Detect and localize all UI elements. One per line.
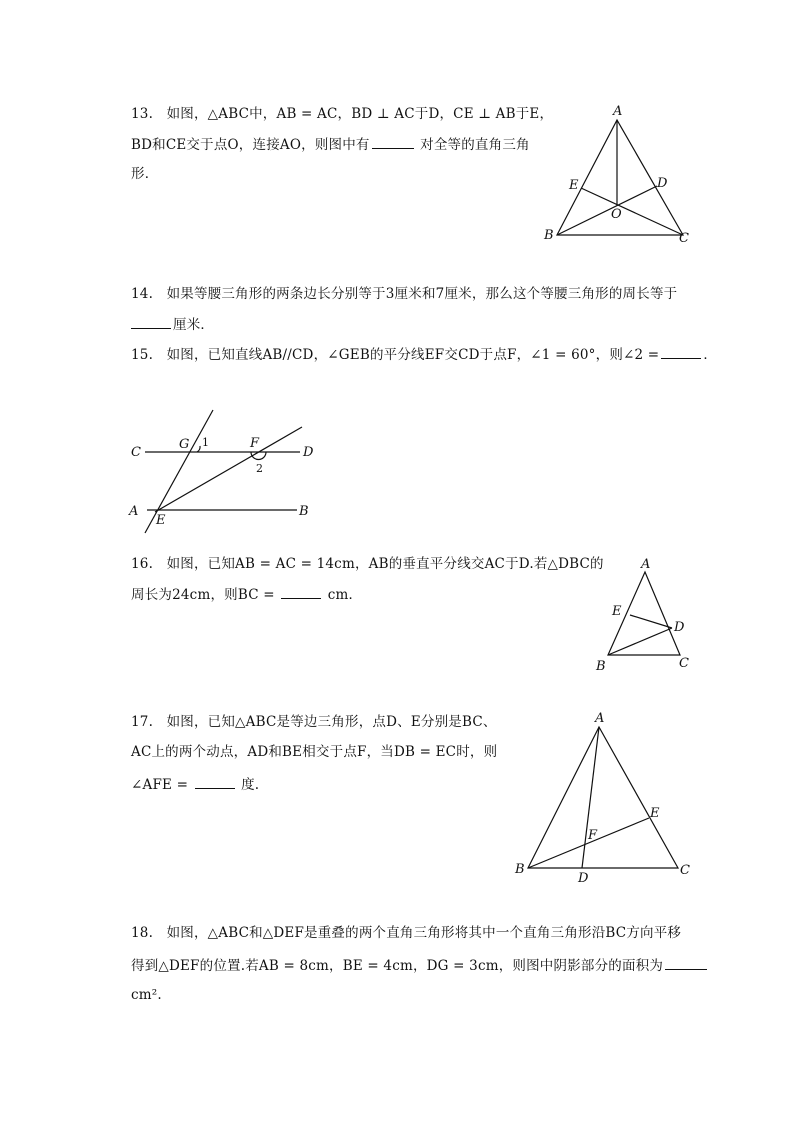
- problem-13-text-1: 如图，△ABC中，AB = AC，BD ⊥ AC于D，CE ⊥ AB于E，: [166, 106, 554, 122]
- fig15-label-c: C: [131, 445, 141, 460]
- answer-blank-18[interactable]: [665, 955, 707, 970]
- segment-be: [528, 818, 649, 868]
- problem-17-text-4: 度.: [241, 777, 260, 793]
- figure-16-triangle: [590, 555, 700, 675]
- fig13-label-o: O: [611, 207, 622, 222]
- problem-13-text-3: 对全等的直角三角: [420, 137, 530, 153]
- problem-17-line-1: [131, 712, 497, 732]
- problem-15-line-1: [131, 344, 717, 365]
- problem-17-text-2: AC上的两个动点，AD和BE相交于点F，当DB = EC时，则: [131, 744, 498, 760]
- fig15-label-b: B: [299, 504, 309, 519]
- problem-16-line-2: [131, 584, 362, 605]
- fig13-label-a: A: [613, 104, 623, 119]
- problem-18-line-1: [131, 923, 681, 943]
- fig13-label-c: C: [679, 231, 689, 246]
- problem-14-text-2: 厘米．: [173, 317, 215, 333]
- fig15-label-1: 1: [202, 436, 209, 449]
- problem-13-line-3: [131, 164, 158, 184]
- segment-ad: [582, 727, 599, 868]
- fig13-label-d: D: [657, 176, 668, 191]
- bisector-ef: [155, 427, 302, 512]
- fig17-label-f: F: [588, 828, 598, 843]
- problem-18-line-2: [131, 955, 709, 976]
- answer-blank-14[interactable]: [131, 314, 171, 329]
- problem-15-text-2: ．: [703, 347, 718, 363]
- fig15-label-a: A: [129, 504, 139, 519]
- fig15-label-e: E: [156, 513, 166, 528]
- figure-15-parallel-lines: [125, 405, 325, 535]
- problem-17-number: 17.: [131, 714, 154, 730]
- problem-15-number: 15.: [131, 347, 154, 363]
- fig15-label-d: D: [303, 445, 314, 460]
- problem-13-text-4: 形．: [131, 166, 159, 182]
- problem-16-line-1: [131, 554, 604, 574]
- segment-bd: [557, 186, 657, 235]
- fig13-label-e: E: [569, 178, 579, 193]
- problem-16-text-2: 周长为24cm，则BC =: [131, 587, 275, 603]
- fig15-label-g: G: [179, 437, 190, 452]
- fig16-label-a: A: [641, 557, 651, 572]
- triangle-abc-outline: [528, 727, 678, 868]
- problem-13-number: 13.: [131, 106, 154, 122]
- segment-ce: [581, 188, 683, 235]
- problem-14-text-1: 如果等腰三角形的两条边长分别等于3厘米和7厘米，那么这个等腰三角形的周长等于: [166, 286, 678, 302]
- fig17-label-b: B: [515, 862, 525, 877]
- problem-18-text-1: 如图，△ABC和△DEF是重叠的两个直角三角形将其中一个直角三角形沿BC方向平移: [166, 925, 682, 941]
- figure-13-triangle: [535, 98, 705, 250]
- problem-18-text-2: 得到△DEF的位置.若AB = 8cm，BE = 4cm，DG = 3cm，则图中阴影部分的面积为: [131, 958, 664, 974]
- problem-18-line-3: [131, 985, 162, 1005]
- fig17-label-a: A: [595, 711, 605, 726]
- fig13-label-b: B: [544, 228, 554, 243]
- problem-18-number: 18.: [131, 925, 154, 941]
- problem-17-line-2: [131, 742, 497, 762]
- angle-1-arc: [197, 446, 200, 452]
- problem-13-text-2: BD和CE交于点O，连接AO，则图中有: [131, 137, 370, 153]
- problem-13-line-2: [131, 134, 530, 155]
- answer-blank-13[interactable]: [372, 134, 414, 149]
- fig16-label-d: D: [674, 620, 685, 635]
- problem-14-number: 14.: [131, 286, 154, 302]
- fig17-label-e: E: [650, 806, 660, 821]
- fig17-label-d: D: [578, 871, 589, 885]
- answer-blank-16[interactable]: [281, 584, 321, 599]
- problem-13-line-1: [131, 104, 553, 124]
- problem-16-number: 16.: [131, 556, 154, 572]
- fig17-label-c: C: [680, 863, 690, 878]
- fig15-label-f: F: [250, 436, 260, 451]
- problem-17-text-3: ∠AFE =: [131, 777, 189, 793]
- problem-16-text-3: cm．: [327, 587, 363, 603]
- problem-15-text-1: 如图，已知直线AB//CD，∠GEB的平分线EF交CD于点F，∠1 = 60°，则∠2 =: [166, 347, 660, 363]
- fig16-label-c: C: [679, 656, 689, 671]
- fig16-label-e: E: [612, 604, 622, 619]
- answer-blank-15[interactable]: [661, 344, 701, 359]
- fig16-label-b: B: [596, 659, 606, 674]
- problem-14-line-2: [131, 314, 214, 335]
- answer-blank-17[interactable]: [195, 774, 235, 789]
- problem-14-line-1: [131, 284, 677, 304]
- fig15-label-2: 2: [256, 462, 263, 475]
- figure-17-triangle: [510, 705, 700, 885]
- problem-17-text-1: 如图，已知△ABC是等边三角形，点D、E分别是BC、: [166, 714, 497, 730]
- problem-17-line-3: [131, 774, 259, 795]
- problem-16-text-1: 如图，已知AB = AC = 14cm，AB的垂直平分线交AC于D.若△DBC的: [166, 556, 604, 572]
- problem-18-text-3: cm².: [131, 987, 162, 1003]
